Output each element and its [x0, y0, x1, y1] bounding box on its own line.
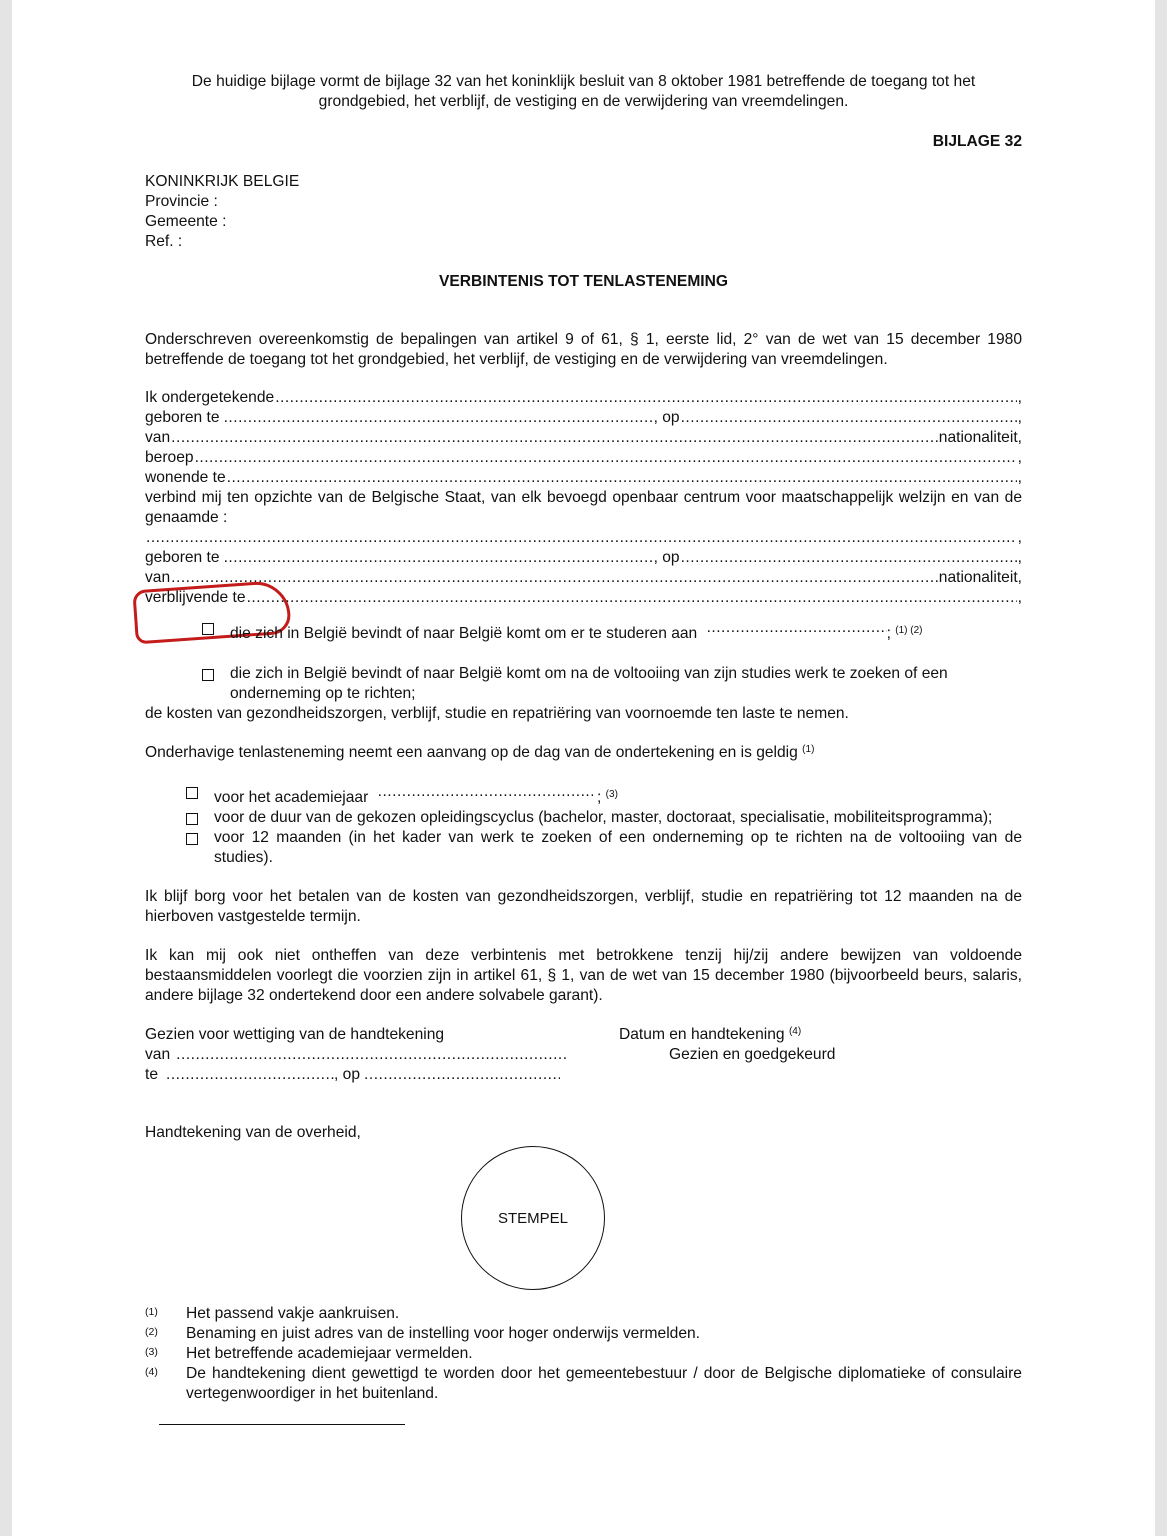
option-label: die zich in België bevindt of naar België komt om na de voltooiing van zijn studies werk te zoeken of een onderneming op te richten; — [230, 665, 948, 702]
footnote-text: Het passend vakje aankruisen. — [186, 1305, 400, 1322]
van-label: van — [145, 429, 171, 446]
checkbox[interactable] — [202, 623, 214, 635]
van-field[interactable] — [176, 1045, 566, 1065]
ref-label: Ref. : — [145, 233, 183, 250]
comma: , — [1017, 449, 1022, 466]
release-paragraph: Ik kan mij ook niet ontheffen van deze verbintenis met betrokkene tenzij hij/zij andere bewijzen van voldoende bestaansmiddelen voorlegt die voorzien zijn in artikel 61, § 1, van de wet van 15 december 1980 (bijvoorbeeld beurs, salaris, andere bijlage 32 ondertekend door een andere solvabele garant). — [145, 947, 1022, 1004]
te-field[interactable] — [166, 1065, 334, 1085]
legalization-block — [145, 1025, 575, 1085]
geboren-te-label: geboren te — [145, 549, 220, 566]
footnote-3 — [145, 1344, 1022, 1364]
semicolon: ; — [596, 789, 602, 806]
approved-text: Gezien en goedgekeurd — [669, 1046, 836, 1063]
footnote-ref: (4) — [788, 1026, 802, 1037]
address-block — [145, 172, 1022, 252]
wonende-te-field[interactable] — [227, 468, 1017, 488]
footnote-ref: (3) — [605, 789, 618, 800]
op-field[interactable] — [681, 548, 1017, 568]
checkbox[interactable] — [186, 813, 198, 825]
comma: , — [1017, 549, 1022, 566]
document-page — [12, 0, 1155, 1536]
comma: , — [1017, 589, 1022, 606]
comma: , — [1017, 409, 1022, 426]
footnote-number: (3) — [145, 1346, 158, 1358]
beneficiary-geboren-line — [145, 548, 1022, 568]
provincie-label: Provincie : — [145, 193, 218, 210]
van-label: van — [145, 1046, 171, 1063]
header-note: De huidige bijlage vormt de bijlage 32 van het koninklijk besluit van 8 oktober 1981 betreffende de toegang tot het grondgebied, het verblijf, de vestiging en de verwijdering van vreemdelingen. — [191, 73, 976, 110]
geboren-line — [145, 408, 1022, 428]
validity-text — [145, 743, 1022, 763]
van-field[interactable] — [171, 568, 938, 588]
duration-academic-year — [186, 782, 1022, 808]
study-institution-field[interactable] — [707, 618, 887, 638]
duration-cycle — [186, 808, 1022, 828]
op-label: , op — [653, 549, 680, 566]
te-label: te — [145, 1066, 159, 1083]
beneficiary-van-line — [145, 568, 1022, 588]
semicolon: ; — [886, 625, 891, 642]
legalization-van-line — [145, 1045, 575, 1065]
checkbox[interactable] — [186, 833, 198, 845]
stamp-label: STEMPEL — [497, 1209, 569, 1227]
footnote-text: Benaming en juist adres van de instelling voor hoger onderwijs vermelden. — [186, 1325, 701, 1342]
legalization-heading: Gezien voor wettiging van de handtekening — [145, 1026, 445, 1043]
duration-label: voor het academiejaar — [214, 789, 369, 806]
footnote-number: (2) — [145, 1326, 158, 1338]
geboren-te-field[interactable] — [224, 408, 654, 428]
costs-text: de kosten van gezondheidszorgen, verblijf, studie en repatriëring van voornoemde ten laste te nemen. — [145, 705, 849, 722]
footnote-separator — [159, 1424, 405, 1425]
beroep-field[interactable] — [195, 448, 1017, 468]
beroep-label: beroep — [145, 449, 194, 466]
signature-block — [619, 1025, 919, 1065]
checkbox[interactable] — [186, 787, 198, 799]
geboren-te-field[interactable] — [224, 548, 654, 568]
name-field[interactable] — [146, 528, 1017, 548]
van-line — [145, 428, 1022, 448]
footnote-ref: (1) (2) — [895, 625, 923, 636]
footnote-text: Het betreffende academiejaar vermelden. — [186, 1345, 473, 1362]
option-label: die zich in België bevindt of naar België komt om er te studeren aan — [230, 625, 698, 642]
signature-area — [145, 1025, 1022, 1085]
duration-12-months — [186, 828, 1022, 868]
footnote-1 — [145, 1304, 1022, 1324]
verblijvende-line — [145, 588, 1022, 608]
stamp-circle — [461, 1146, 605, 1290]
signature-text: Datum en handtekening — [619, 1026, 785, 1043]
footnote-4 — [145, 1364, 1022, 1404]
comma: , — [1017, 389, 1022, 406]
footnote-number: (1) — [145, 1306, 158, 1318]
op-field[interactable] — [681, 408, 1017, 428]
authority-signature-label: Handtekening van de overheid, — [145, 1124, 361, 1141]
footnote-number: (4) — [145, 1366, 158, 1378]
van-label: van — [145, 569, 171, 586]
intro-paragraph: Onderschreven overeenkomstig de bepalingen van artikel 9 of 61, § 1, eerste lid, 2° van de wet van 15 december 1980 betreffende de toegang tot het grondgebied, het verblijf, de vestiging en de verwijdering van vreemdelingen. — [145, 331, 1022, 368]
footnote-text: De handtekening dient gewettigd te worden door het gemeentebestuur / door de Belgische diplomatieke of consulaire vertegenwoordiger in het buitenland. — [186, 1365, 1022, 1402]
footnote-2 — [145, 1324, 1022, 1344]
beneficiary-block — [145, 528, 1022, 608]
op-label: , op — [334, 1066, 361, 1083]
beroep-line — [145, 448, 1022, 468]
verblijvende-te-field[interactable] — [247, 588, 1017, 608]
guarantor-block — [145, 388, 1022, 528]
academic-year-field[interactable] — [378, 782, 593, 802]
bail-paragraph: Ik blijf borg voor het betalen van de kosten van gezondheidszorgen, verblijf, studie en repatriëring tot 12 maanden na de hierboven vastgestelde termijn. — [145, 888, 1022, 925]
op-field[interactable] — [364, 1065, 560, 1085]
validity-label: Onderhavige tenlasteneming neemt een aanvang op de dag van de ondertekening en is geldig — [145, 744, 798, 761]
nationaliteit-label: nationaliteit, — [938, 429, 1022, 446]
ondergetekende-label: Ik ondergetekende — [145, 389, 275, 406]
legalization-te-line — [145, 1065, 575, 1085]
footnote-ref: (1) — [802, 744, 815, 755]
ondergetekende-field[interactable] — [275, 388, 1016, 408]
duration-label: voor 12 maanden (in het kader van werk te zoeken of een onderneming op te richten na de voltooiing van de studies). — [214, 829, 1022, 866]
comma: , — [1017, 529, 1022, 546]
option-work-search — [202, 664, 1022, 704]
gemeente-label: Gemeente : — [145, 213, 227, 230]
nationaliteit-label: nationaliteit, — [938, 569, 1022, 586]
annex-label: BIJLAGE 32 — [932, 133, 1022, 150]
wonende-te-label: wonende te — [145, 469, 226, 486]
checkbox[interactable] — [202, 669, 214, 681]
ondergetekende-line — [145, 388, 1022, 408]
option-study — [202, 618, 1022, 644]
comma: , — [1017, 469, 1022, 486]
wonende-line — [145, 468, 1022, 488]
signature-label — [619, 1025, 919, 1045]
purpose-options — [145, 618, 1022, 704]
footnotes — [145, 1304, 1022, 1404]
document-title: VERBINTENIS TOT TENLASTENEMING — [438, 273, 729, 290]
duration-options — [145, 782, 1022, 868]
duration-label: voor de duur van de gekozen opleidingscyclus (bachelor, master, doctoraat, specialisatie, mobiliteitsprogramma); — [214, 809, 993, 826]
verblijvende-te-label: verblijvende te — [145, 589, 246, 606]
geboren-te-label: geboren te — [145, 409, 220, 426]
commitment-text: verbind mij ten opzichte van de Belgische Staat, van elk bevoegd openbaar centrum voor maatschappelijk welzijn en van de genaamde : — [145, 489, 1022, 526]
op-label: , op — [653, 409, 680, 426]
van-field[interactable] — [171, 428, 938, 448]
name-line — [145, 528, 1022, 548]
kingdom: KONINKRIJK BELGIE — [145, 173, 300, 190]
